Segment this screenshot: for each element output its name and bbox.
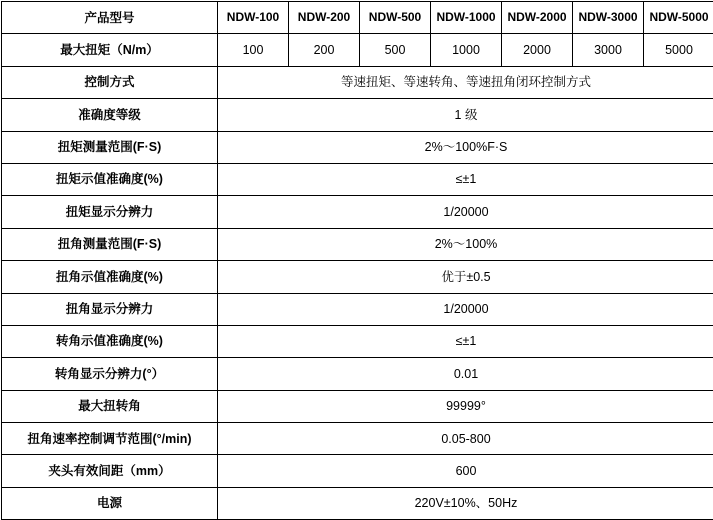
row-value-cell: 5000 <box>644 34 713 66</box>
row-value-cell: 220V±10%、50Hz <box>218 487 713 519</box>
row-value-cell: 3000 <box>573 34 644 66</box>
table-row <box>2 66 713 98</box>
table-row <box>2 228 713 260</box>
table-row <box>2 455 713 487</box>
row-value-cell: 0.01 <box>218 358 713 390</box>
row-value-cell: 500 <box>360 34 431 66</box>
row-label-cell: 扭矩示值准确度(%) <box>2 163 218 195</box>
row-label-cell: 扭矩显示分辨力 <box>2 196 218 228</box>
table-row <box>2 163 713 195</box>
model-header-cell: NDW-2000 <box>502 2 573 34</box>
model-header-cell: NDW-100 <box>218 2 289 34</box>
row-label-cell: 扭角显示分辨力 <box>2 293 218 325</box>
table-row <box>2 423 713 455</box>
row-label-cell: 电源 <box>2 487 218 519</box>
row-label-cell: 准确度等级 <box>2 99 218 131</box>
row-value-cell: 99999° <box>218 390 713 422</box>
row-label-cell: 夹头有效间距（mm） <box>2 455 218 487</box>
table-row <box>2 390 713 422</box>
model-header-cell: NDW-5000 <box>644 2 713 34</box>
table-row <box>2 34 713 66</box>
row-label-cell: 最大扭转角 <box>2 390 218 422</box>
row-value-cell: 0.05-800 <box>218 423 713 455</box>
model-header-cell: NDW-200 <box>289 2 360 34</box>
row-value-cell: ≤±1 <box>218 163 713 195</box>
table-row <box>2 325 713 357</box>
row-value-cell: 200 <box>289 34 360 66</box>
model-header-cell: NDW-3000 <box>573 2 644 34</box>
row-value-cell: 100 <box>218 34 289 66</box>
table-row <box>2 487 713 519</box>
specifications-table <box>1 1 713 520</box>
table-row <box>2 131 713 163</box>
row-value-cell: 1/20000 <box>218 293 713 325</box>
row-value-cell: 2000 <box>502 34 573 66</box>
table-row <box>2 99 713 131</box>
row-value-cell: 1/20000 <box>218 196 713 228</box>
row-label-cell: 扭角示值准确度(%) <box>2 261 218 293</box>
table-header-row <box>2 2 713 34</box>
row-value-cell: 优于±0.5 <box>218 261 713 293</box>
row-label-cell: 扭矩测量范围(F·S) <box>2 131 218 163</box>
table-row <box>2 261 713 293</box>
row-label-cell: 转角示值准确度(%) <box>2 325 218 357</box>
model-header-cell: NDW-500 <box>360 2 431 34</box>
row-value-cell: ≤±1 <box>218 325 713 357</box>
row-value-cell: 等速扭矩、等速转角、等速扭角闭环控制方式 <box>218 66 713 98</box>
row-value-cell: 2%～100%F·S <box>218 131 713 163</box>
row-label-cell: 转角显示分辨力(°） <box>2 358 218 390</box>
row-label-cell: 扭角测量范围(F·S) <box>2 228 218 260</box>
row-value-cell: 2%～100% <box>218 228 713 260</box>
row-label-cell: 扭角速率控制调节范围(°/min) <box>2 423 218 455</box>
header-label-cell: 产品型号 <box>2 2 218 34</box>
table-row <box>2 293 713 325</box>
row-value-cell: 600 <box>218 455 713 487</box>
model-header-cell: NDW-1000 <box>431 2 502 34</box>
row-label-cell: 控制方式 <box>2 66 218 98</box>
row-label-cell: 最大扭矩（N/m） <box>2 34 218 66</box>
table-row <box>2 358 713 390</box>
row-value-cell: 1 级 <box>218 99 713 131</box>
table-row <box>2 196 713 228</box>
row-value-cell: 1000 <box>431 34 502 66</box>
